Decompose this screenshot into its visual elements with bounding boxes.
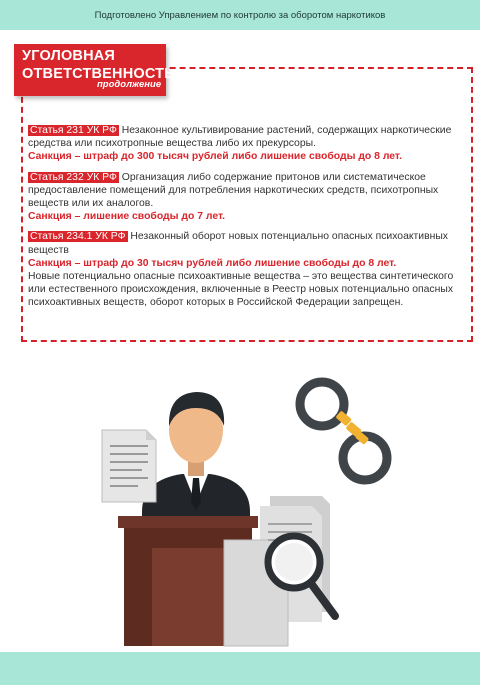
handcuffs-icon <box>300 382 387 480</box>
title-banner <box>14 44 175 96</box>
article-label: Статья 234.1 УК РФ <box>30 231 126 243</box>
title-line-1: УГОЛОВНАЯ <box>22 48 116 64</box>
article-text: Незаконное культивирование растений, содержащих наркотические средства или психотропные вещества либо их прекурсоры. <box>28 125 452 150</box>
article-234-1 <box>28 230 468 309</box>
footer-band <box>0 652 480 685</box>
court-illustration <box>60 372 440 650</box>
title-line-2: ОТВЕТСТВЕННОСТЬ <box>22 66 175 82</box>
article-text: Незаконный оборот новых потенциально опасных психоактивных веществ <box>28 231 448 256</box>
article-231 <box>28 124 468 164</box>
article-sanction: Санкция – штраф до 30 тысяч рублей либо лишение свободы до 8 лет. <box>28 257 397 269</box>
header-text: Подготовлено Управлением по контролю за оборотом наркотиков <box>94 9 386 21</box>
article-label: Статья 231 УК РФ <box>30 125 117 136</box>
article-sanction: Санкция – лишение свободы до 7 лет. <box>28 211 226 223</box>
article-note: Новые потенциально опасные психоактивные вещества – это вещества синтетического или естественного происхождения, включенные в Реестр новых потенциально опасных психоактивных веществ, оборот которых в Российской Федерации запрещен. <box>28 271 454 309</box>
header-band <box>0 0 480 30</box>
article-text: Организация либо содержание притонов или систематическое предоставление помещений для потребления наркотических средств, психотропных веществ или их аналогов. <box>28 171 439 210</box>
article-sanction: Санкция – штраф до 300 тысяч рублей либо лишение свободы до 8 лет. <box>28 151 402 163</box>
article-label: Статья 232 УК РФ <box>30 171 117 183</box>
title-subtitle: продолжение <box>97 79 162 90</box>
articles-list <box>28 124 468 317</box>
article-232 <box>28 171 468 224</box>
document-icon <box>102 430 156 502</box>
